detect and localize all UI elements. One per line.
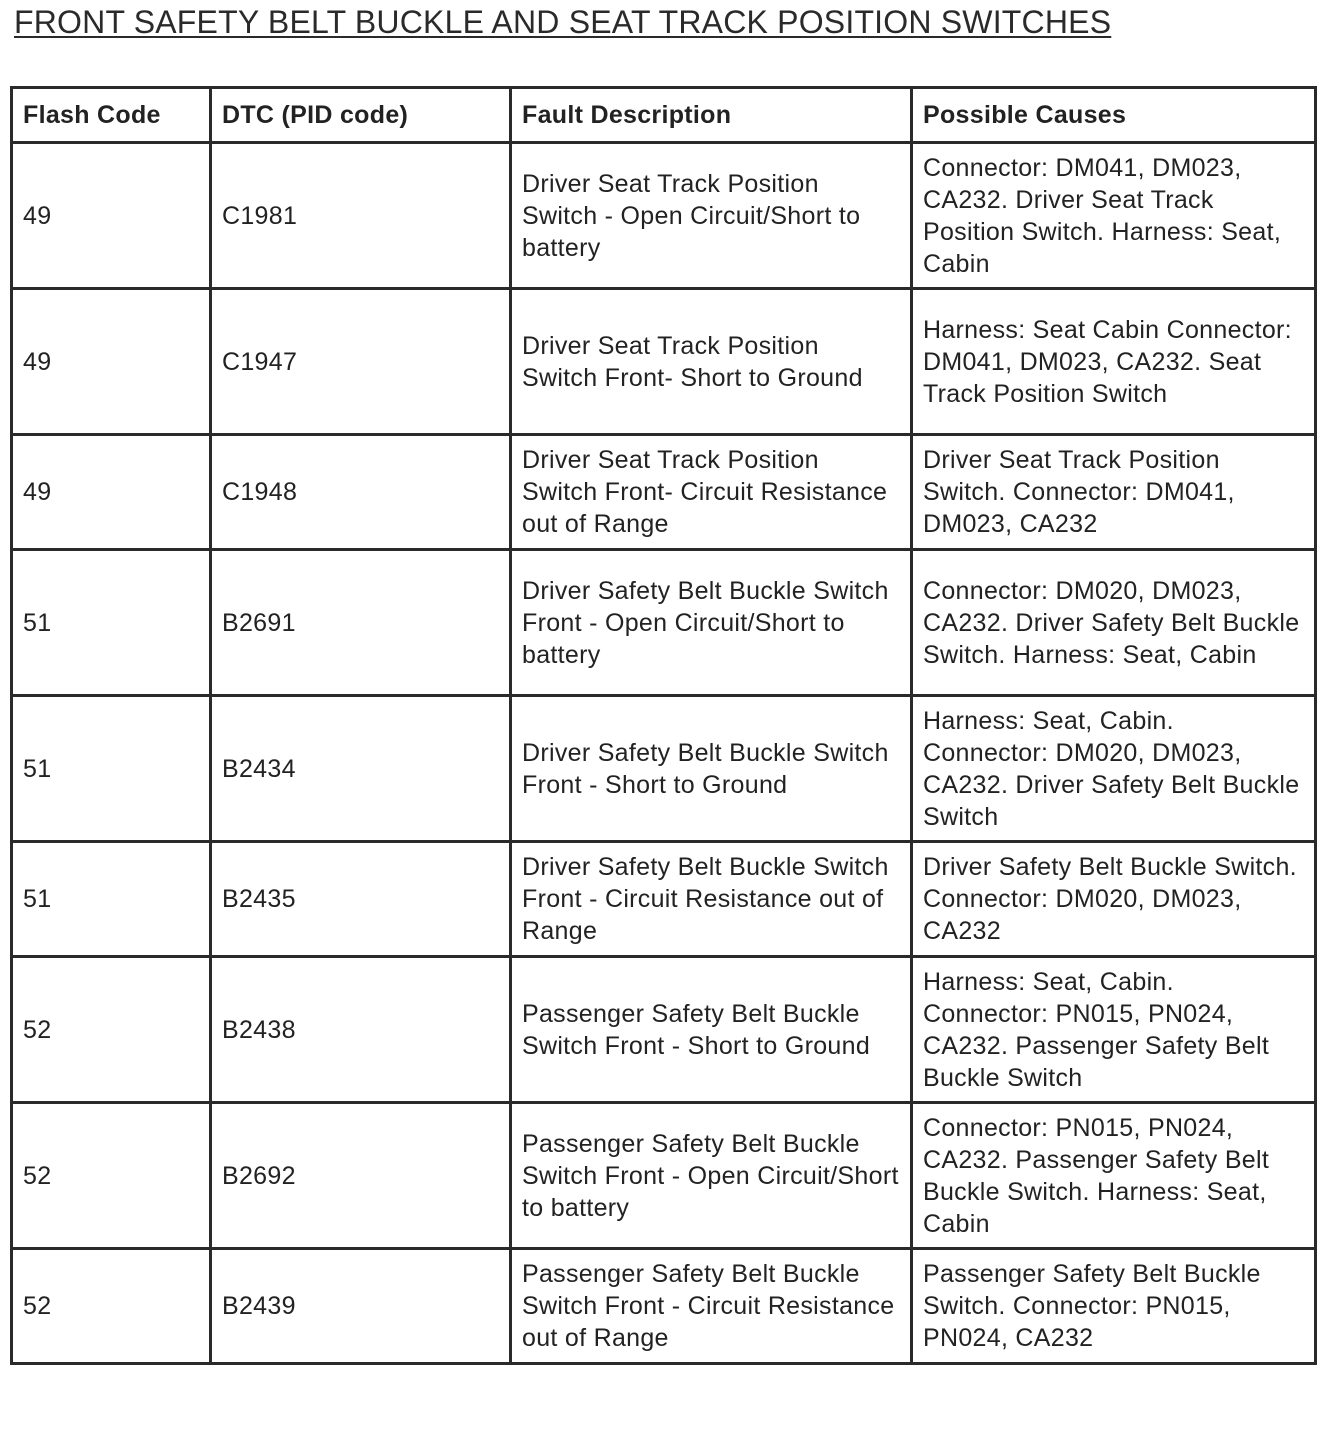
header-flash-code: Flash Code	[12, 88, 211, 143]
table-row	[12, 696, 1316, 842]
dtc-cell: C1947	[211, 289, 511, 435]
table-row	[12, 435, 1316, 550]
fault-description-cell: Driver Safety Belt Buckle Switch Front - Circuit Resistance out of Range	[511, 842, 912, 957]
header-possible-causes: Possible Causes	[912, 88, 1316, 143]
dtc-cell: C1981	[211, 143, 511, 289]
table-row	[12, 289, 1316, 435]
header-row	[12, 88, 1316, 143]
dtc-cell: B2438	[211, 957, 511, 1103]
possible-causes-cell: Driver Safety Belt Buckle Switch. Connector: DM020, DM023, CA232	[912, 842, 1316, 957]
flash-code-cell: 49	[12, 143, 211, 289]
table-row	[12, 1249, 1316, 1364]
fault-description-cell: Driver Safety Belt Buckle Switch Front - Open Circuit/Short to battery	[511, 550, 912, 696]
possible-causes-cell: Harness: Seat, Cabin. Connector: PN015, PN024, CA232. Passenger Safety Belt Buckle Switch	[912, 957, 1316, 1103]
flash-code-cell: 52	[12, 1249, 211, 1364]
flash-code-cell: 51	[12, 550, 211, 696]
table-row	[12, 1103, 1316, 1249]
fault-description-cell: Passenger Safety Belt Buckle Switch Front - Short to Ground	[511, 957, 912, 1103]
possible-causes-cell: Harness: Seat Cabin Connector: DM041, DM023, CA232. Seat Track Position Switch	[912, 289, 1316, 435]
flash-code-cell: 51	[12, 842, 211, 957]
flash-code-cell: 52	[12, 957, 211, 1103]
possible-causes-cell: Connector: DM041, DM023, CA232. Driver Seat Track Position Switch. Harness: Seat, Cabin	[912, 143, 1316, 289]
dtc-cell: B2692	[211, 1103, 511, 1249]
dtc-cell: B2435	[211, 842, 511, 957]
flash-code-cell: 49	[12, 435, 211, 550]
fault-description-cell: Passenger Safety Belt Buckle Switch Front - Circuit Resistance out of Range	[511, 1249, 912, 1364]
dtc-cell: C1948	[211, 435, 511, 550]
dtc-cell: B2691	[211, 550, 511, 696]
header-fault-description: Fault Description	[511, 88, 912, 143]
possible-causes-cell: Connector: DM020, DM023, CA232. Driver Safety Belt Buckle Switch. Harness: Seat, Cabin	[912, 550, 1316, 696]
dtc-cell: B2439	[211, 1249, 511, 1364]
table-row	[12, 550, 1316, 696]
possible-causes-cell: Passenger Safety Belt Buckle Switch. Connector: PN015, PN024, CA232	[912, 1249, 1316, 1364]
fault-description-cell: Driver Seat Track Position Switch - Open Circuit/Short to battery	[511, 143, 912, 289]
possible-causes-cell: Connector: PN015, PN024, CA232. Passenger Safety Belt Buckle Switch. Harness: Seat, Cabin	[912, 1103, 1316, 1249]
flash-code-cell: 51	[12, 696, 211, 842]
dtc-table	[10, 86, 1317, 1365]
table-row	[12, 957, 1316, 1103]
table-header	[12, 88, 1316, 143]
table-row	[12, 143, 1316, 289]
possible-causes-cell: Harness: Seat, Cabin. Connector: DM020, DM023, CA232. Driver Safety Belt Buckle Switch	[912, 696, 1316, 842]
possible-causes-cell: Driver Seat Track Position Switch. Connector: DM041, DM023, CA232	[912, 435, 1316, 550]
document-title: FRONT SAFETY BELT BUCKLE AND SEAT TRACK POSITION SWITCHES	[14, 4, 1112, 40]
flash-code-cell: 49	[12, 289, 211, 435]
table-row	[12, 842, 1316, 957]
fault-description-cell: Driver Safety Belt Buckle Switch Front - Short to Ground	[511, 696, 912, 842]
table-body	[12, 143, 1316, 1364]
fault-description-cell: Passenger Safety Belt Buckle Switch Front - Open Circuit/Short to battery	[511, 1103, 912, 1249]
header-dtc: DTC (PID code)	[211, 88, 511, 143]
fault-description-cell: Driver Seat Track Position Switch Front- Short to Ground	[511, 289, 912, 435]
fault-description-cell: Driver Seat Track Position Switch Front- Circuit Resistance out of Range	[511, 435, 912, 550]
flash-code-cell: 52	[12, 1103, 211, 1249]
dtc-cell: B2434	[211, 696, 511, 842]
